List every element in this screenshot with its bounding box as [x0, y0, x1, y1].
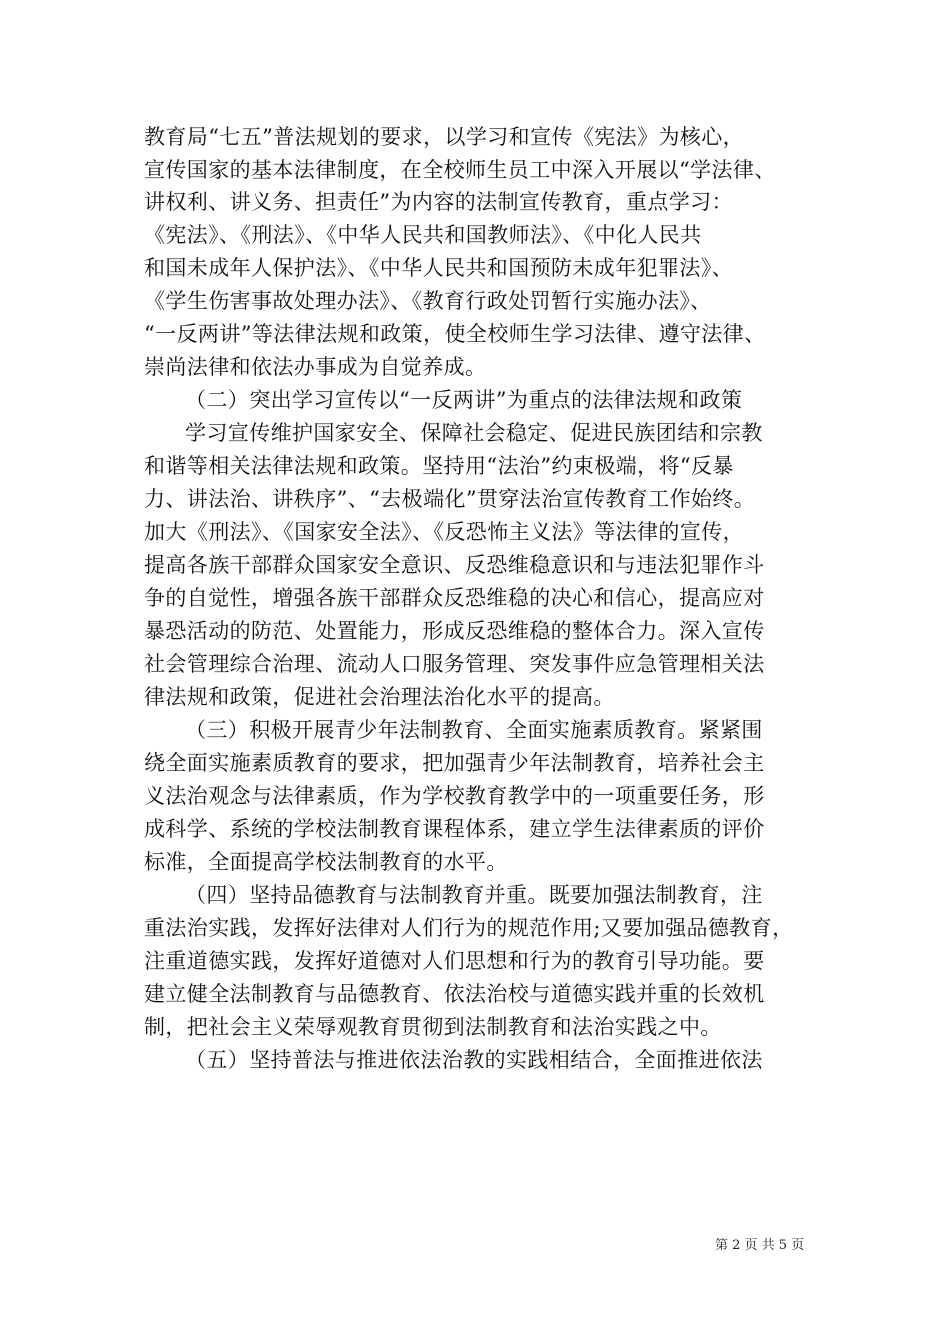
- text-line-26: 注重道德实践，发挥好道德对人们思想和行为的教育引导功能。要: [144, 949, 765, 973]
- section-heading-4: （四）坚持品德教育与法制教育并重。既要加强法制教育，注: [185, 883, 763, 907]
- text-line-10: 学习宣传维护国家安全、保障社会稳定、促进民族团结和宗教: [185, 421, 763, 445]
- text-line-13: 加大《刑法》、《国家安全法》、《反恐怖主义法》等法律的宣传，: [144, 520, 744, 544]
- text-line-14: 提高各族干部群众国家安全意识、反恐维稳意识和与违法犯罪作斗: [144, 553, 765, 577]
- text-line-20: 绕全面实施素质教育的要求，把加强青少年法制教育，培养社会主: [144, 751, 765, 775]
- text-line-4: 《宪法》、《刑法》、《中华人民共和国教师法》、《中化人民共: [144, 223, 702, 247]
- text-line-8: 崇尚法律和依法办事成为自觉养成。: [144, 355, 487, 379]
- text-line-22: 成科学、系统的学校法制教育课程体系，建立学生法律素质的评价: [144, 817, 765, 841]
- text-line-16: 暴恐活动的防范、处置能力，形成反恐维稳的整体合力。深入宣传: [144, 619, 765, 643]
- text-line-23: 标准，全面提高学校法制教育的水平。: [144, 850, 508, 874]
- page-number-footer: 第 2 页 共 5 页: [715, 1238, 805, 1253]
- text-line-27: 建立健全法制教育与品德教育、依法治校与道德实践并重的长效机: [144, 982, 765, 1006]
- text-line-15: 争的自觉性，增强各族干部群众反恐维稳的决心和信心，提高应对: [144, 586, 765, 610]
- text-line-28: 制，把社会主义荣辱观教育贯彻到法制教育和法治实践之中。: [144, 1015, 722, 1039]
- text-line-2: 宣传国家的基本法律制度，在全校师生员工中深入开展以“学法律、: [144, 158, 776, 182]
- text-line-3: 讲权利、讲义务、担责任”为内容的法制宣传教育，重点学习：: [144, 190, 733, 214]
- text-line-25: 重法治实践，发挥好法律对人们行为的规范作用;又要加强品德教育，: [144, 916, 794, 940]
- section-heading-3: （三）积极开展青少年法制教育、全面实施素质教育。紧紧围: [185, 718, 763, 742]
- text-line-11: 和谐等相关法律法规和政策。坚持用“法治”约束极端，将“反暴: [144, 454, 734, 478]
- text-line-21: 义法治观念与法律素质，作为学校教育教学中的一项重要任务，形: [144, 784, 765, 808]
- text-line-17: 社会管理综合治理、流动人口服务管理、突发事件应急管理相关法: [144, 652, 765, 676]
- text-line-12: 力、讲法治、讲秩序”、“去极端化”贯穿法治宣传教育工作始终。: [144, 487, 756, 511]
- text-line-6: 《学生伤害事故处理办法》、《教育行政处罚暂行实施办法》、: [144, 289, 712, 313]
- text-line-5: 和国未成年人保护法》、《中华人民共和国预防未成年犯罪法》、: [144, 256, 734, 280]
- section-heading-5: （五）坚持普法与推进依法治教的实践相结合，全面推进依法: [185, 1048, 763, 1072]
- text-line-1: 教育局“七五”普法规划的要求，以学习和宣传《宪法》为核心，: [144, 125, 745, 149]
- text-line-7: “一反两讲”等法律法规和政策，使全校师生学习法律、遵守法律、: [144, 322, 766, 346]
- text-line-18: 律法规和政策，促进社会治理法治化水平的提高。: [144, 685, 615, 709]
- section-heading-2: （二）突出学习宣传以“一反两讲”为重点的法律法规和政策: [185, 388, 743, 412]
